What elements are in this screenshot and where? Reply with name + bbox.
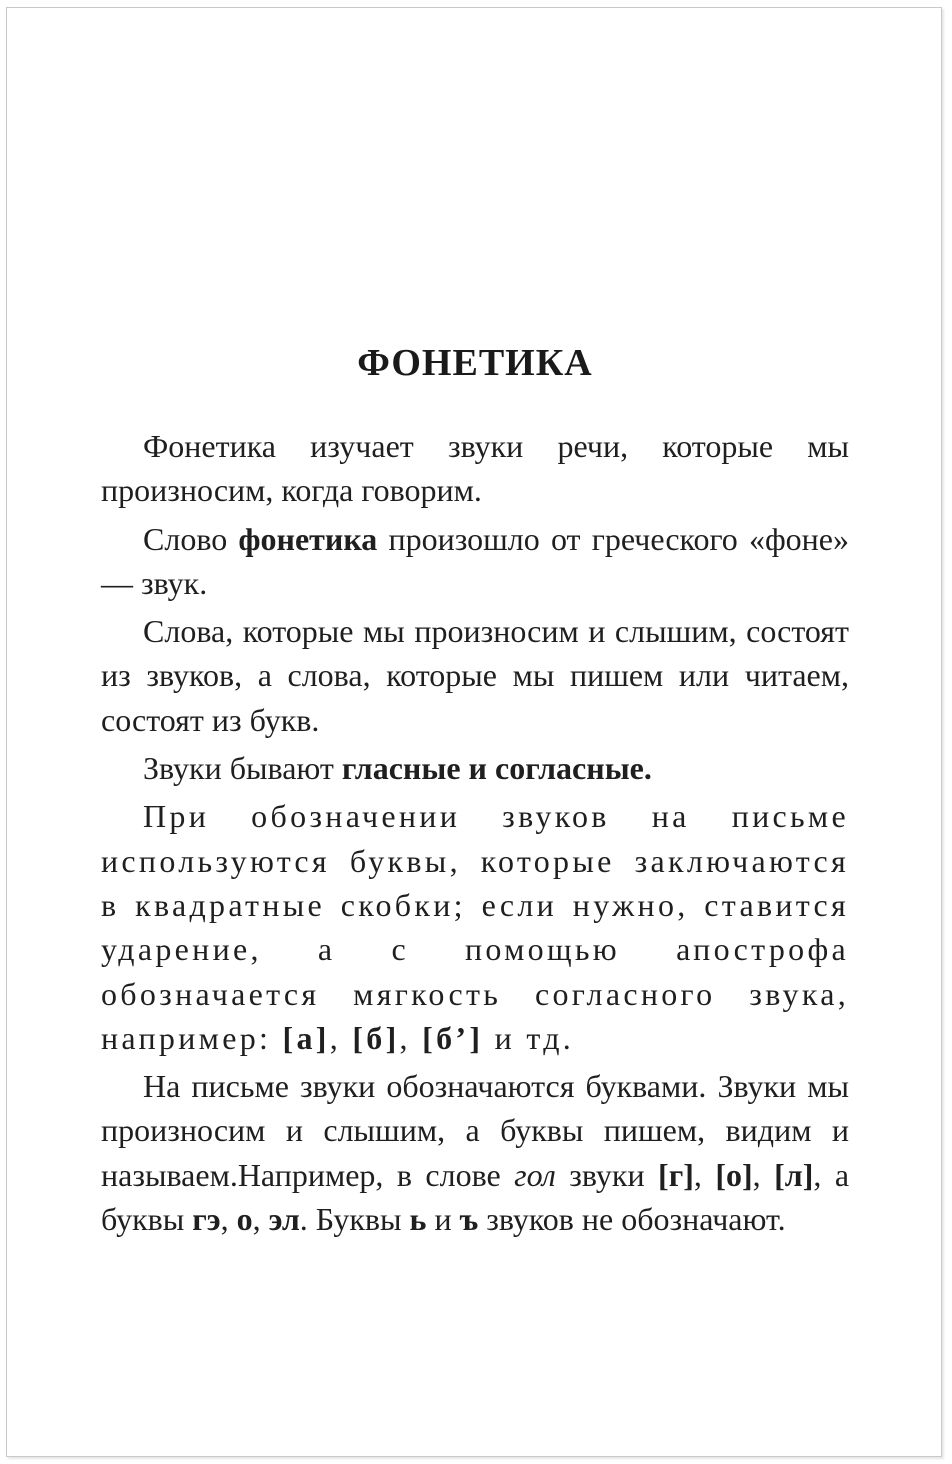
text-segment: и (426, 1201, 460, 1238)
bold-text-segment: [л] (774, 1156, 814, 1193)
bold-text-segment: фонетика (238, 520, 378, 557)
text-segment: и тд. (483, 1019, 575, 1056)
text-segment: Слово (143, 520, 239, 557)
text-segment: звуков не обозначают. (478, 1201, 786, 1238)
text-segment: Слова, которые мы произносим и слышим, состоят из звуков, а слова, которые мы пишем или читаем, состоят из букв. (101, 613, 849, 738)
paragraph (101, 1064, 849, 1241)
paragraph (101, 609, 849, 742)
text-segment: , (220, 1201, 237, 1238)
bold-text-segment: [о] (715, 1156, 753, 1193)
text-segment: На письме звуки обозначаются буквами. Звуки мы произносим и слышим, а буквы пишем, видим и называем.Например, в слове (101, 1068, 849, 1193)
paragraph (101, 746, 849, 790)
text-segment: , (329, 1019, 353, 1056)
bold-text-segment: ь (409, 1201, 427, 1238)
text-segment: При обозначении звуков на письме используются буквы, которые заключаются в квадратные скобки; если нужно, ставится ударение, а с помощью апострофа обозначается мягкость согласного звука, например: (101, 798, 849, 1056)
italic-text-segment: гол (514, 1156, 556, 1193)
bold-text-segment: гэ (192, 1201, 221, 1238)
bold-text-segment: [г] (658, 1156, 694, 1193)
paragraph (101, 517, 849, 606)
text-segment: Звуки бывают (143, 750, 342, 787)
text-segment: , (252, 1201, 269, 1238)
text-segment: , (693, 1156, 716, 1193)
bold-text-segment: эл (268, 1201, 300, 1238)
bold-text-segment: о (236, 1201, 253, 1238)
text-segment: звуки (555, 1156, 659, 1193)
text-segment: , (399, 1019, 423, 1056)
text-segment: , (752, 1156, 775, 1193)
bold-text-segment: [а] (282, 1019, 330, 1056)
bold-text-segment: [б] (352, 1019, 400, 1056)
page-title: ФОНЕТИКА (357, 342, 593, 384)
text-segment: , а буквы (101, 1156, 850, 1238)
page-content (101, 338, 849, 1245)
text-segment: . Буквы (299, 1201, 410, 1238)
paragraph (101, 794, 849, 1060)
book-page (6, 7, 942, 1457)
text-segment: произошло от греческого «фоне» — звук. (101, 520, 850, 601)
bold-text-segment: ъ (459, 1201, 479, 1238)
bold-text-segment: гласные и согласные. (341, 750, 652, 787)
bold-text-segment: [б’] (422, 1019, 484, 1056)
text-segment: Фонетика изучает звуки речи, которые мы произносим, когда говорим. (101, 428, 849, 509)
paragraph (101, 424, 849, 513)
body-text (101, 424, 849, 1241)
